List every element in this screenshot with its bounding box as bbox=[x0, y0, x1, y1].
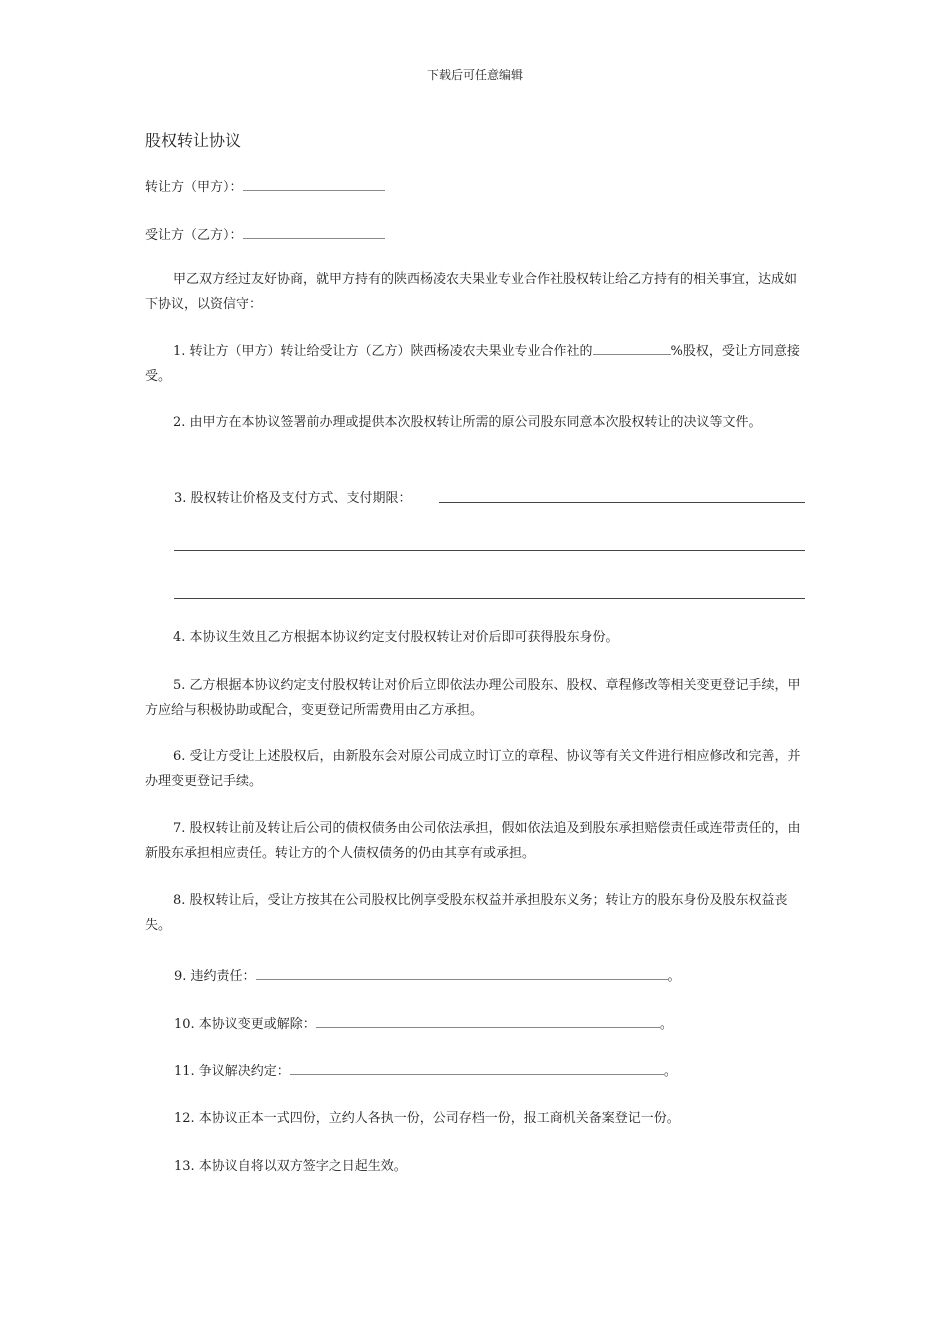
clause-2: 2. 由甲方在本协议签署前办理或提供本次股权转让所需的原公司股东同意本次股权转让的决议等文件。 bbox=[173, 415, 762, 430]
clause-9-blank[interactable] bbox=[256, 967, 668, 980]
clause-11-blank[interactable] bbox=[290, 1062, 664, 1075]
party-b-label: 受让方（乙方）： bbox=[145, 228, 243, 243]
clause-9-period: 。 bbox=[667, 969, 681, 984]
clause-11-period: 。 bbox=[663, 1064, 677, 1079]
party-b-blank[interactable] bbox=[243, 226, 385, 239]
clause-9 bbox=[174, 965, 681, 984]
party-a-line bbox=[145, 176, 385, 195]
clause-10-period: 。 bbox=[659, 1017, 673, 1032]
clause-1 bbox=[145, 339, 805, 389]
clause-10-blank[interactable] bbox=[316, 1015, 660, 1028]
intro-paragraph: 甲乙双方经过友好协商，就甲方持有的陕西杨凌农夫果业专业合作社股权转让给乙方持有的相关事宜，达成如下协议，以资信守： bbox=[145, 272, 798, 312]
clause-8: 8. 股权转让后，受让方按其在公司股权比例享受股东权益并承担股东义务；转让方的股东身份及股东权益丧失。 bbox=[145, 893, 788, 933]
document-title: 股权转让协议 bbox=[145, 131, 242, 150]
clause-3-blank-line-1[interactable] bbox=[439, 502, 805, 503]
clause-1-text: 1. 转让方（甲方）转让给受让方（乙方）陕西杨凌农夫果业专业合作社的 bbox=[173, 344, 593, 359]
clause-3-label: 3. 股权转让价格及支付方式、支付期限： bbox=[174, 491, 412, 506]
clause-11-label: 11. 争议解决约定： bbox=[174, 1064, 290, 1079]
clause-12: 12. 本协议正本一式四份，立约人各执一份，公司存档一份，报工商机关备案登记一份。 bbox=[174, 1111, 680, 1126]
clause-10-label: 10. 本协议变更或解除： bbox=[174, 1017, 316, 1032]
clause-11 bbox=[174, 1060, 677, 1079]
clause-10 bbox=[174, 1013, 673, 1032]
party-a-blank[interactable] bbox=[243, 178, 385, 191]
clause-4: 4. 本协议生效且乙方根据本协议约定支付股权转让对价后即可获得股东身份。 bbox=[173, 630, 619, 645]
clause-13: 13. 本协议自将以双方签字之日起生效。 bbox=[174, 1159, 407, 1174]
clause-6: 6. 受让方受让上述股权后，由新股东会对原公司成立时订立的章程、协议等有关文件进行相应修改和完善，并办理变更登记手续。 bbox=[145, 749, 801, 789]
clause-9-label: 9. 违约责任： bbox=[174, 969, 256, 984]
clause-7: 7. 股权转让前及转让后公司的债权债务由公司依法承担，假如依法追及到股东承担赔偿责任或连带责任的，由新股东承担相应责任。转让方的个人债权债务的仍由其享有或承担。 bbox=[145, 821, 801, 861]
clause-3-blank-line-2[interactable] bbox=[174, 550, 805, 551]
clause-1-tail: %股权，受让方同意接受。 bbox=[145, 344, 800, 384]
clause-3-blank-line-3[interactable] bbox=[174, 598, 805, 599]
party-a-label: 转让方（甲方）： bbox=[145, 180, 243, 195]
party-b-line bbox=[145, 224, 385, 243]
header-note: 下载后可任意编辑 bbox=[426, 68, 523, 82]
share-percent-blank[interactable] bbox=[593, 342, 671, 355]
clause-3 bbox=[174, 487, 412, 506]
clause-5: 5. 乙方根据本协议约定支付股权转让对价后立即依法办理公司股东、股权、章程修改等相关变更登记手续，甲方应给与积极协助或配合，变更登记所需费用由乙方承担。 bbox=[145, 678, 801, 718]
